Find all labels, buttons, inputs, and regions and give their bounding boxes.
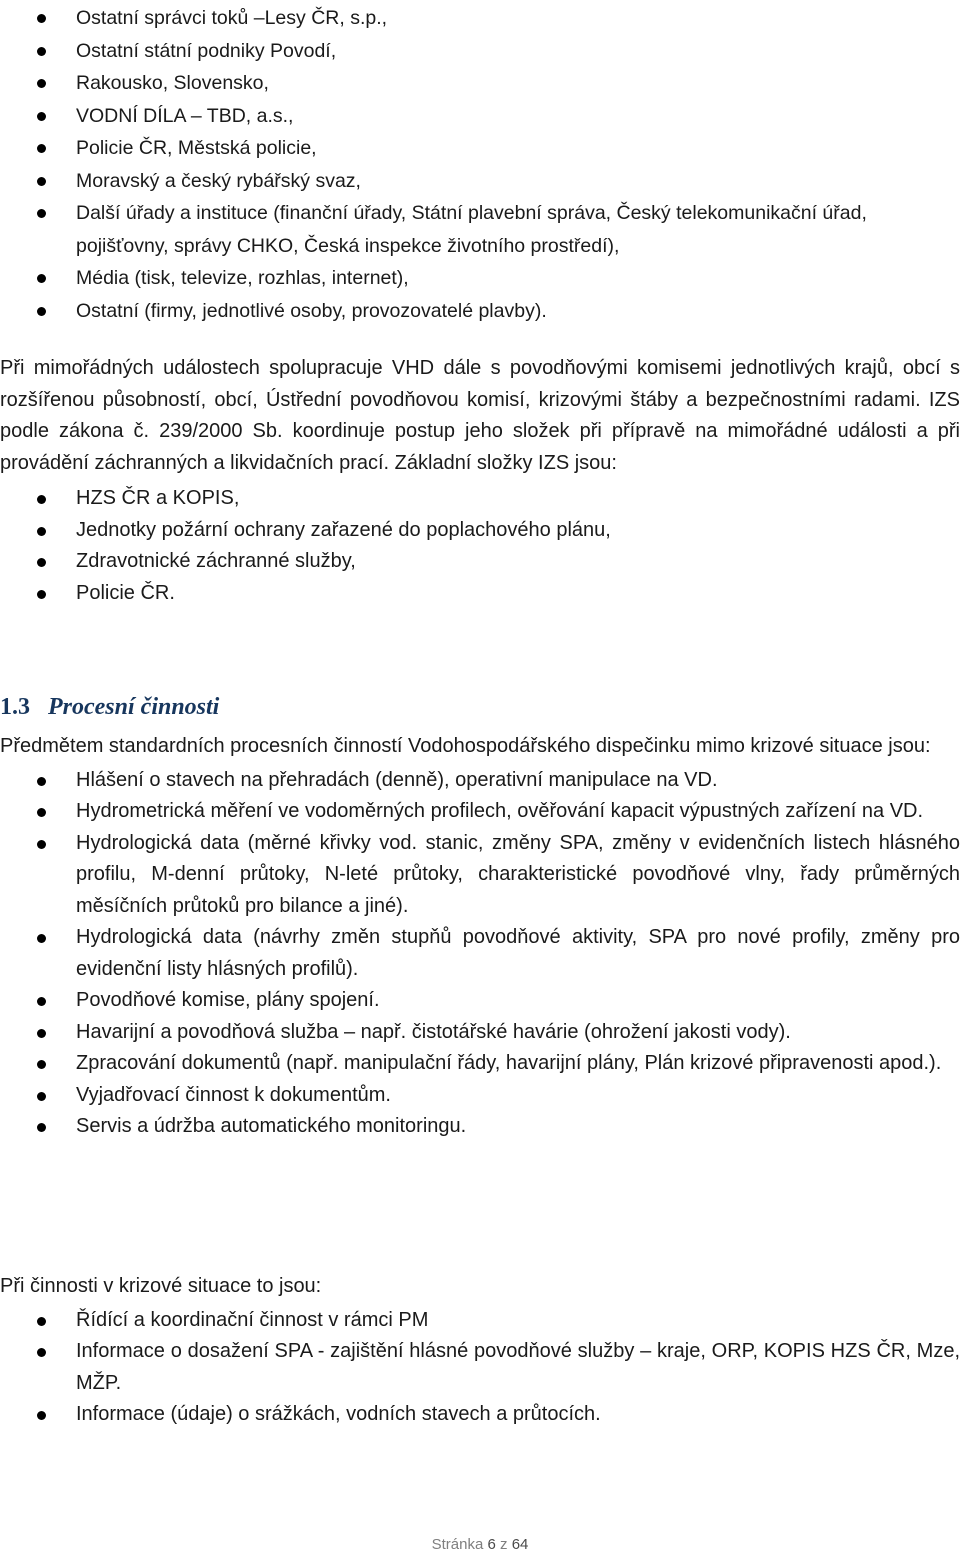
list-item: Policie ČR. <box>0 578 960 610</box>
list-item: Rakousko, Slovensko, <box>0 67 960 100</box>
list-item: Další úřady a instituce (finanční úřady, Státní plavební správa, Český telekomunikační úřad, pojišťovny, správy CHKO, Česká inspekce životního prostředí), <box>0 197 960 262</box>
list-item: Policie ČR, Městská policie, <box>0 132 960 165</box>
section-heading <box>0 694 219 721</box>
partners-list <box>0 2 960 327</box>
list-item: Vyjadřovací činnost k dokumentům. <box>0 1080 960 1112</box>
list-item: Ostatní státní podniky Povodí, <box>0 35 960 68</box>
section-block <box>0 731 960 1143</box>
footer-total-pages: 64 <box>511 1536 529 1553</box>
emergency-block <box>0 353 960 609</box>
list-item: Havarijní a povodňová služba – např. čistotářské havárie (ohrožení jakosti vody). <box>0 1017 960 1049</box>
list-item: Média (tisk, televize, rozhlas, internet), <box>0 262 960 295</box>
page-footer <box>0 1536 960 1553</box>
list-item: Povodňové komise, plány spojení. <box>0 985 960 1017</box>
footer-page-number: 6 <box>487 1536 496 1553</box>
crisis-intro: Při činnosti v krizové situace to jsou: <box>0 1275 322 1297</box>
section-intro: Předmětem standardních procesních činností Vodohospodářského dispečinku mimo krizové situace jsou: <box>0 735 931 757</box>
crisis-activities-list <box>0 1305 960 1431</box>
izs-list <box>0 483 960 609</box>
list-item: Informace o dosažení SPA - zajištění hlásné povodňové služby – kraje, ORP, KOPIS HZS ČR, Mze, MŽP. <box>0 1336 960 1399</box>
list-item: Informace (údaje) o srážkách, vodních stavech a průtocích. <box>0 1399 960 1431</box>
list-item: Zpracování dokumentů (např. manipulační řády, havarijní plány, Plán krizové připravenosti apod.). <box>0 1048 960 1080</box>
list-item: Jednotky požární ochrany zařazené do poplachového plánu, <box>0 515 960 547</box>
list-item: Řídící a koordinační činnost v rámci PM <box>0 1305 960 1337</box>
list-item: Hlášení o stavech na přehradách (denně), operativní manipulace na VD. <box>0 765 960 797</box>
list-item: Ostatní správci toků –Lesy ČR, s.p., <box>0 2 960 35</box>
list-item: Hydrologická data (návrhy změn stupňů povodňové aktivity, SPA pro nové profily, změny pro evidenční listy hlásných profilů). <box>0 922 960 985</box>
list-item: Hydrometrická měření ve vodoměrných profilech, ověřování kapacit výpustných zařízení na VD. <box>0 796 960 828</box>
list-item: VODNÍ DÍLA – TBD, a.s., <box>0 100 960 133</box>
list-item: Servis a údržba automatického monitoringu. <box>0 1111 960 1143</box>
section-number: 1.3 <box>0 694 30 720</box>
footer-prefix: Stránka <box>431 1536 484 1553</box>
crisis-block <box>0 1271 960 1431</box>
list-item: HZS ČR a KOPIS, <box>0 483 960 515</box>
standard-activities-list <box>0 765 960 1143</box>
list-item: Hydrologická data (měrné křivky vod. stanic, změny SPA, změny v evidenčních listech hlásného profilu, M-denní průtoky, N-leté průtoky, charakteristické povodňové vlny, řady průměrných měsíčních průtoků pro bilance a jiné). <box>0 828 960 923</box>
section-title: Procesní činnosti <box>48 694 220 720</box>
list-item: Zdravotnické záchranné služby, <box>0 546 960 578</box>
emergency-paragraph: Při mimořádných událostech spolupracuje VHD dále s povodňovými komisemi jednotlivých krajů, obcí s rozšířenou působností, obcí, Ústřední povodňovou komisí, krizovými štáby a bezpečnostními radami. IZS podle zákona č. 239/2000 Sb. koordinuje postup jeho složek při přípravě na mimořádné události a při provádění záchranných a likvidačních prací. Základní složky IZS jsou: <box>0 357 960 474</box>
footer-separator: z <box>500 1536 508 1553</box>
list-item: Ostatní (firmy, jednotlivé osoby, provozovatelé plavby). <box>0 295 960 328</box>
list-item: Moravský a český rybářský svaz, <box>0 165 960 198</box>
